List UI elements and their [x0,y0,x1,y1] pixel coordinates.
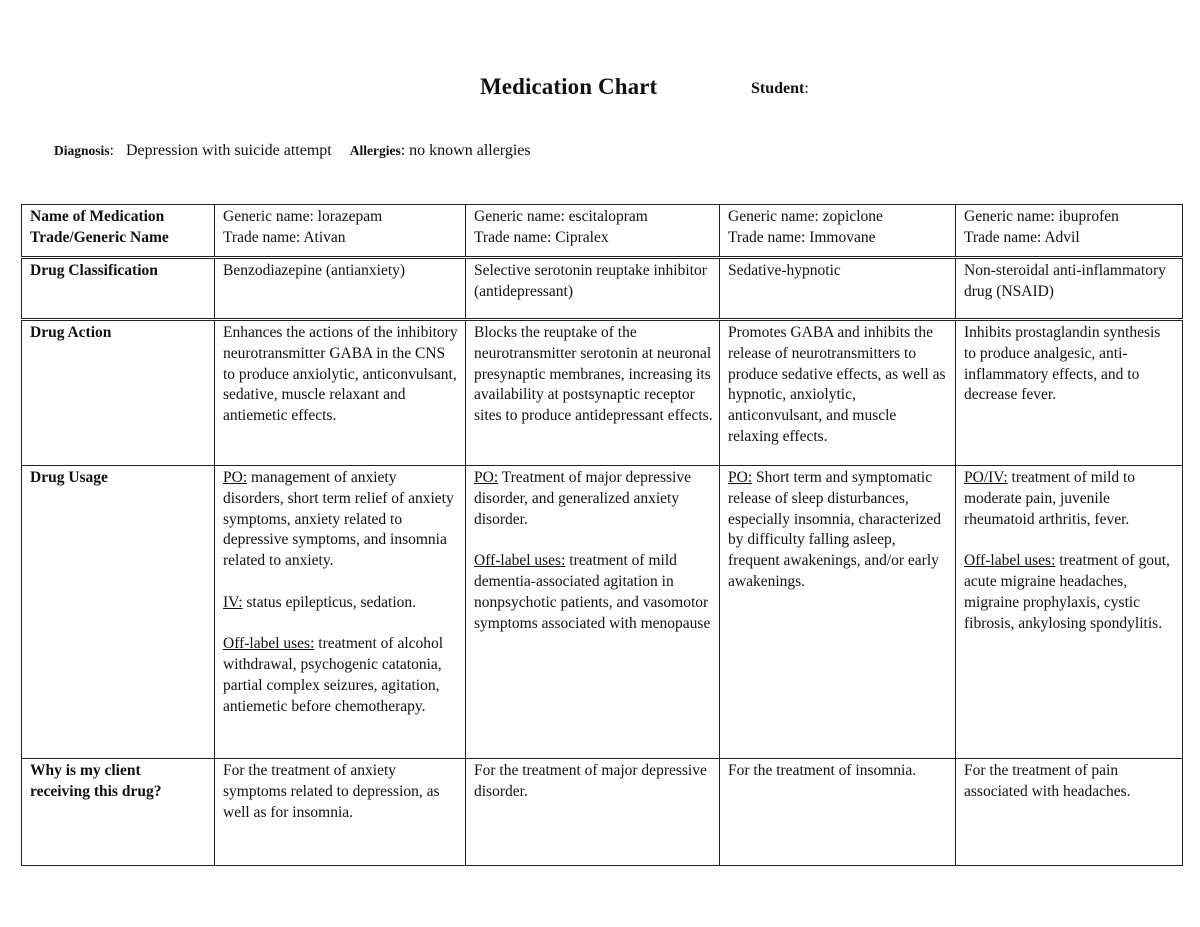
generic-name: Generic name: ibuprofen [964,208,1119,225]
row-header-why-line-1: Why is my client [30,762,141,779]
row-classification [22,258,1183,320]
trade-name: Trade name: Advil [964,228,1080,246]
student-field: Student: [751,80,809,97]
usage-text: Short term and symptomatic release of sleep disturbances, especially insomnia, characterized by difficulty falling asleep, frequent awakenings, and/or early awakenings. [728,469,942,590]
generic-name: Generic name: escitalopram [474,208,648,225]
row-header-action: Drug Action [22,320,215,466]
usage-route-label: PO: [474,469,499,486]
usage-route-label: Off-label uses: [474,552,566,570]
usage-text: Treatment of major depressive disorder, and generalized anxiety disorder. [474,469,691,528]
usage-block [223,634,459,717]
usage-route-label: IV: [223,593,243,611]
cell-action-drug-3: Promotes GABA and inhibits the release of neurotransmitters to produce sedative effects, as well as hypnotic, anxiolytic, anticonvulsant, and muscle relaxing effects. [720,320,956,466]
cell-action-drug-4: Inhibits prostaglandin synthesis to produce analgesic, anti-inflammatory effects, and to decrease fever. [956,320,1183,466]
row-header-usage: Drug Usage [22,466,215,759]
usage-block [728,468,949,593]
cell-why-drug-1: For the treatment of anxiety symptoms related to depression, as well as for insomnia. [215,759,466,866]
usage-route-label: PO: [728,469,753,486]
usage-route-label: PO: [223,469,248,486]
medication-table [21,204,1183,866]
row-header-name-line-1: Name of Medication [30,208,165,225]
cell-why-drug-4: For the treatment of pain associated with headaches. [956,759,1183,866]
cell-classification-drug-3: Sedative-hypnotic [720,258,956,320]
cell-classification-drug-2: Selective serotonin reuptake inhibitor (antidepressant) [466,258,720,320]
cell-why-drug-2: For the treatment of major depressive disorder. [466,759,720,866]
page-title: Medication Chart [480,74,658,99]
diagnosis-line: Diagnosis: Depression with suicide attempt Allergies: no known allergies [54,142,531,159]
cell-classification-drug-4: Non-steroidal anti-inflammatory drug (NSAID) [956,258,1183,320]
usage-route-label: PO/IV: [964,469,1008,486]
cell-usage-drug-2 [466,466,720,759]
cell-name-drug-1 [215,205,466,258]
cell-classification-drug-1: Benzodiazepine (antianxiety) [215,258,466,320]
row-action [22,320,1183,466]
usage-text: treatment of gout, acute migraine headaches, migraine prophylaxis, cystic fibrosis, ankylosing spondylitis. [964,552,1170,632]
cell-action-drug-2: Blocks the reuptake of the neurotransmitter serotonin at neuronal presynaptic membranes, increasing its availability at postsynaptic receptor sites to produce antidepressant effects. [466,320,720,466]
usage-route-label: Off-label uses: [223,635,315,653]
student-label: Student [751,80,805,97]
cell-name-drug-2 [466,205,720,258]
usage-text: treatment of mild dementia-associated agitation in nonpsychotic patients, and vasomotor symptoms associated with menopause [474,552,711,632]
usage-block [964,551,1176,634]
row-usage [22,466,1183,759]
cell-name-drug-4 [956,205,1183,258]
trade-name: Trade name: Cipralex [474,228,609,246]
usage-route-label: Off-label uses: [964,552,1056,570]
row-header-why [22,759,215,866]
usage-text: management of anxiety disorders, short term relief of anxiety symptoms, anxiety related to depressive symptoms, and insomnia related to anxiety. [223,469,454,570]
diagnosis-value: Depression with suicide attempt [125,142,332,159]
trade-name: Trade name: Ativan [223,228,346,246]
row-header-name-line-2: Trade/Generic Name [30,228,169,246]
cell-usage-drug-3 [720,466,956,759]
row-header-why-line-2: receiving this drug? [30,782,162,800]
generic-name: Generic name: zopiclone [728,208,883,225]
row-header-name [22,205,215,258]
diagnosis-label: Diagnosis [54,143,110,158]
cell-name-drug-3 [720,205,956,258]
generic-name: Generic name: lorazepam [223,208,383,225]
usage-text: status epilepticus, sedation. [242,593,416,611]
usage-block [474,468,713,530]
row-why [22,759,1183,866]
allergies-label: Allergies [349,143,401,158]
usage-block [964,468,1176,530]
usage-text: treatment of mild to moderate pain, juvenile rheumatoid arthritis, fever. [964,469,1136,528]
row-medication-name [22,205,1183,258]
usage-block [223,593,459,614]
usage-text: treatment of alcohol withdrawal, psychogenic catatonia, partial complex seizures, agitation, antiemetic before chemotherapy. [223,635,444,715]
allergies-value: no known allergies [409,142,531,159]
usage-block [474,551,713,634]
cell-usage-drug-4 [956,466,1183,759]
cell-usage-drug-1 [215,466,466,759]
row-header-classification: Drug Classification [22,258,215,320]
trade-name: Trade name: Immovane [728,228,876,246]
cell-why-drug-3: For the treatment of insomnia. [720,759,956,866]
cell-action-drug-1: Enhances the actions of the inhibitory neurotransmitter GABA in the CNS to produce anxiolytic, anticonvulsant, sedative, muscle relaxant and antiemetic effects. [215,320,466,466]
usage-block [223,468,459,572]
